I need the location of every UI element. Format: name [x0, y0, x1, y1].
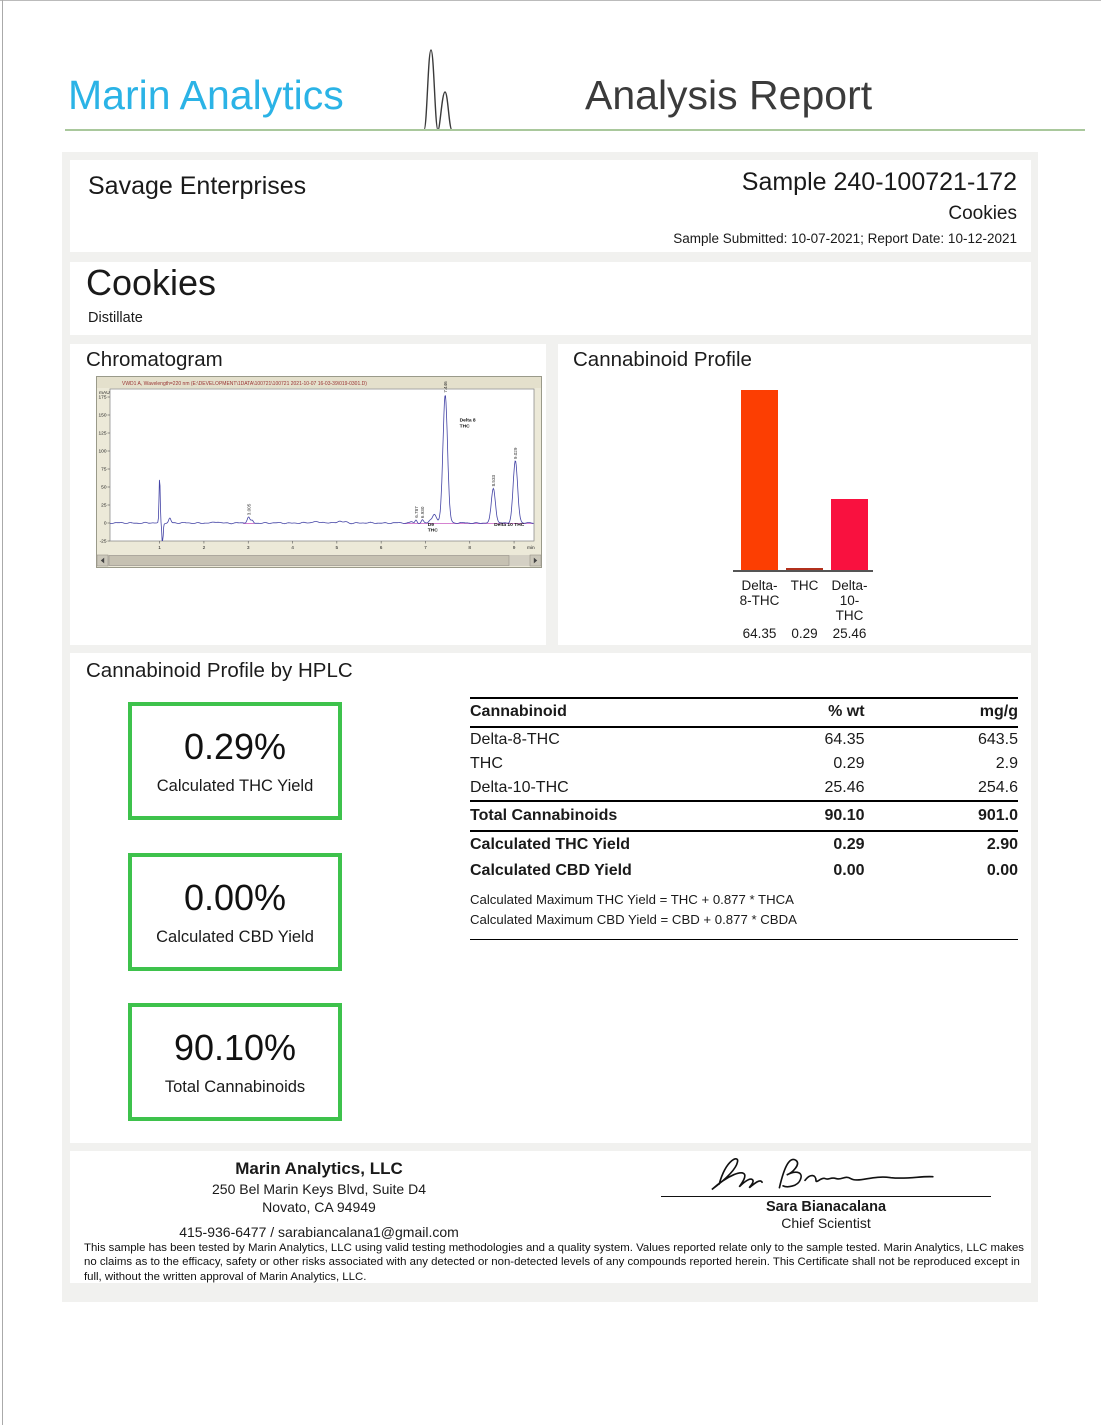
peak-rt-label: 7.446	[443, 381, 448, 393]
chromatogram-section-title: Chromatogram	[86, 348, 223, 371]
peak-annotation: Delta 8	[459, 418, 476, 424]
thc-yield-box	[128, 702, 342, 820]
cell: 643.5	[977, 731, 1018, 748]
cell: 0.29	[833, 836, 865, 853]
table-notes	[470, 890, 1018, 931]
peak-rt-label: 6.930	[420, 506, 426, 519]
table-calc-row	[470, 831, 1018, 858]
svg-text:8: 8	[468, 546, 472, 551]
table-header-row	[470, 698, 1018, 727]
bar-category-label: THC	[790, 578, 819, 593]
sample-title-card	[70, 262, 1031, 335]
svg-text:5: 5	[335, 546, 339, 551]
peak-rt-label: 8.533	[491, 474, 497, 487]
client-name: Savage Enterprises	[88, 172, 307, 200]
peak-annotation: THC	[459, 424, 470, 430]
col-pct-wt: % wt	[717, 698, 865, 727]
profile-bar-chart	[731, 390, 881, 670]
cell: 254.6	[865, 776, 1018, 801]
svg-text:1: 1	[158, 546, 161, 551]
table-total-row	[470, 801, 1018, 831]
brand-logo-text: Marin Analytics	[68, 72, 344, 118]
table-calc-row	[470, 858, 1018, 884]
peak-annotation: Delta 10 THC	[494, 522, 525, 528]
cell: 0.29	[833, 755, 865, 772]
cannabinoid-profile-card	[558, 344, 1031, 645]
svg-text:4: 4	[291, 546, 294, 551]
bar-value-label: 25.46	[832, 626, 867, 641]
table-row	[470, 727, 1018, 752]
profile-bar-delta-8-thc	[741, 390, 778, 570]
cell: 90.10	[717, 801, 865, 831]
cell: Delta-8-THC	[470, 731, 560, 748]
bar-chart-axis	[733, 570, 873, 572]
table-row	[470, 776, 1018, 801]
lab-address-1: 250 Bel Marin Keys Blvd, Suite D4	[212, 1181, 426, 1197]
submitted-dates: Sample Submitted: 10-07-2021; Report Date: 10-12-2021	[673, 231, 1017, 246]
svg-text:7: 7	[424, 546, 427, 551]
page-title: Analysis Report	[585, 72, 873, 118]
sample-id: Sample 240-100721-172	[741, 168, 1017, 196]
cell: Calculated CBD Yield	[470, 862, 632, 879]
note-cbd: Calculated Maximum CBD Yield = CBD + 0.877 * CBDA	[470, 912, 797, 928]
cell: Calculated THC Yield	[470, 836, 631, 853]
svg-text:150: 150	[98, 413, 107, 419]
peak-annotation: D9	[427, 522, 434, 528]
svg-text:25: 25	[101, 503, 107, 509]
hplc-section-title: Cannabinoid Profile by HPLC	[86, 659, 353, 682]
lab-phone-email: 415-936-6477 / sarabiancalana1@gmail.com	[179, 1224, 459, 1240]
svg-text:6: 6	[379, 546, 383, 551]
hplc-card	[70, 653, 1031, 1143]
table-row	[470, 752, 1018, 776]
note-thc: Calculated Maximum THC Yield = THC + 0.877 * THCA	[470, 892, 794, 907]
svg-text:175: 175	[98, 395, 107, 401]
bar-value-label: 0.29	[791, 626, 818, 641]
page-left-edge	[2, 0, 3, 1425]
svg-text:0: 0	[103, 521, 107, 527]
sample-info-card	[70, 160, 1031, 252]
cell: 2.90	[986, 836, 1018, 853]
thc-yield-value: 0.29%	[183, 726, 287, 767]
sample-type: Distillate	[88, 310, 143, 326]
sample-id-block	[673, 168, 1017, 246]
cell: Total Cannabinoids	[470, 801, 717, 831]
signature-block	[630, 1153, 1022, 1231]
cell: THC	[470, 755, 503, 772]
cbd-yield-box	[128, 853, 342, 971]
total-cannabinoids-label: Total Cannabinoids	[164, 1078, 306, 1096]
peak-rt-label: 9.029	[513, 447, 519, 460]
peak-rt-label: 3.005	[246, 503, 252, 516]
lab-address-2: Novato, CA 94949	[262, 1199, 376, 1215]
profile-bar-delta-10-thc	[831, 499, 868, 570]
cell: 0.00	[986, 862, 1018, 879]
cannabinoid-table	[470, 697, 1018, 940]
signature-image	[691, 1153, 961, 1195]
header-divider	[65, 129, 1085, 131]
thc-yield-label: Calculated THC Yield	[156, 777, 314, 795]
sample-name-heading: Cookies	[86, 262, 217, 303]
cbd-yield-label: Calculated CBD Yield	[156, 928, 314, 946]
page-top-edge	[0, 0, 1101, 1]
svg-text:100: 100	[98, 449, 107, 455]
svg-text:75: 75	[101, 467, 107, 473]
chromatogram-image	[96, 376, 542, 568]
peak-rt-label: 6.787	[413, 506, 419, 518]
svg-text:-25: -25	[99, 539, 107, 545]
profile-section-title: Cannabinoid Profile	[573, 348, 752, 371]
bar-value-label: 64.35	[742, 626, 777, 641]
col-mg-g: mg/g	[865, 698, 1018, 727]
footer-card	[70, 1151, 1031, 1283]
svg-text:125: 125	[98, 431, 107, 437]
svg-text:3: 3	[246, 546, 250, 551]
svg-text:min: min	[527, 546, 535, 551]
col-cannabinoid: Cannabinoid	[470, 698, 717, 727]
sample-name-small: Cookies	[948, 203, 1017, 224]
logo-peak-icon	[398, 42, 482, 134]
bar-category-label: Delta- 10- THC	[831, 578, 868, 623]
chromatogram-run-title: VWD1 A, Wavelength=220 nm (E:\DEVELOPMENT\1DATA\100721\100721 2021-10-07 16-03-39\019-0301.D)	[122, 381, 367, 387]
svg-text:2: 2	[202, 546, 206, 551]
peak-annotation: THC	[427, 528, 438, 534]
cell: Delta-10-THC	[470, 776, 717, 801]
signer-title: Chief Scientist	[781, 1215, 871, 1231]
total-cannabinoids-value: 90.10%	[173, 1027, 297, 1068]
svg-text:50: 50	[101, 485, 107, 491]
cell: 2.9	[995, 755, 1018, 772]
table-bottom-rule	[470, 939, 1018, 940]
cell: 901.0	[865, 801, 1018, 831]
lab-name: Marin Analytics, LLC	[235, 1159, 403, 1178]
bar-category-label: Delta- 8-THC	[739, 578, 780, 608]
total-cannabinoids-box	[128, 1003, 342, 1121]
svg-text:9: 9	[512, 546, 516, 551]
chromatogram-scrollbar[interactable]	[97, 555, 541, 566]
chromatogram-card	[70, 344, 546, 645]
cell: 0.00	[833, 862, 865, 879]
lab-contact-block	[84, 1159, 554, 1240]
signer-name: Sara Bianacalana	[765, 1199, 887, 1215]
signature-line	[661, 1196, 991, 1197]
cell: 25.46	[717, 776, 865, 801]
svg-text:mAU: mAU	[99, 391, 110, 396]
disclaimer-text: This sample has been tested by Marin Analytics, LLC using valid testing methodologies and a quality system. Values reported relate only to the sample tested. Marin Analytics, LLC makes no claims as to the efficacy, safety or other risks associated with any detected or non-detected levels of any compounds reported herein. This Certificate shall not be reproduced except in full, without the written approval of Marin Analytics, LLC.	[84, 1242, 1025, 1283]
cbd-yield-value: 0.00%	[183, 877, 287, 918]
cell: 64.35	[824, 731, 865, 748]
